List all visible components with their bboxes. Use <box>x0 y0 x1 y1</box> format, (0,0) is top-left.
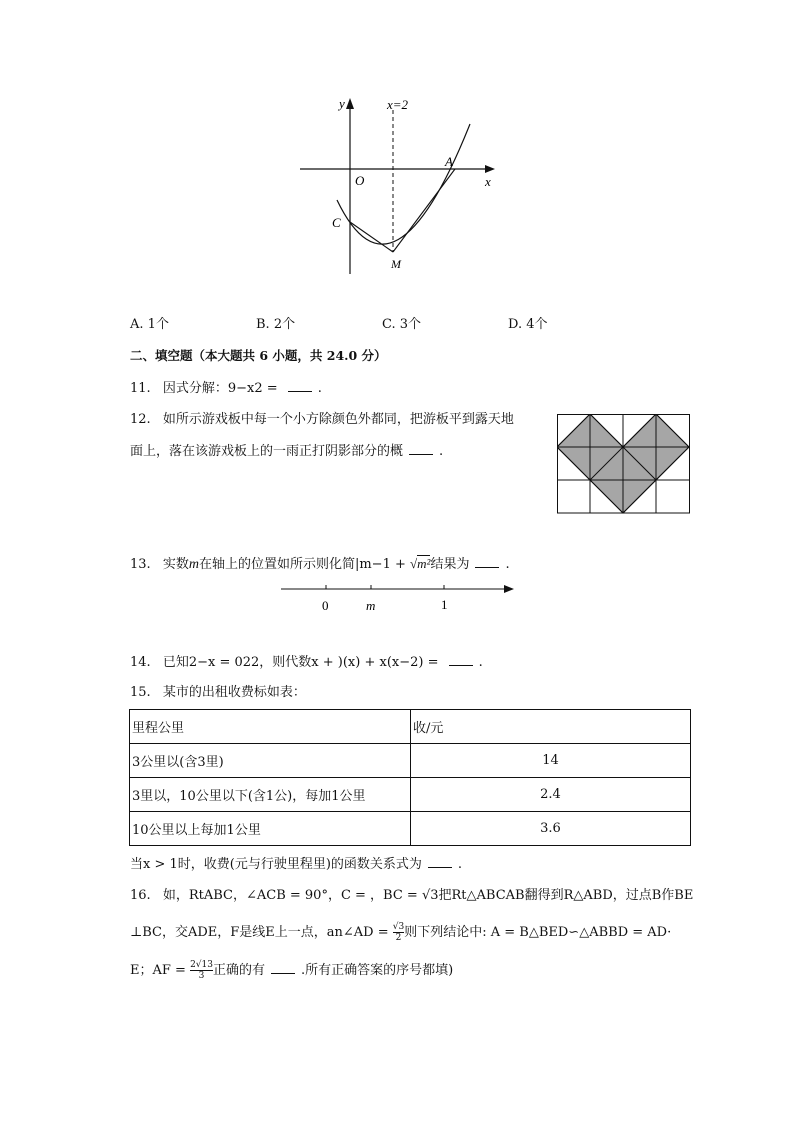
number-line-arrow <box>504 585 514 593</box>
question-text-line2a: ⊥BC，交ADE，F是线E上一点，an∠AD = <box>130 925 393 940</box>
question-text-line1: 如，RtABC，∠ACB = 90°，C = ，BC = √3把Rt△ABCAB翻得到R△ABD，过点B作BE <box>162 888 694 903</box>
answer-blank[interactable] <box>449 653 473 666</box>
option-d[interactable] <box>508 316 548 334</box>
question-end: . <box>478 655 483 670</box>
option-c-text: 3个 <box>399 317 422 332</box>
question-text-line2b: 则下列结论中: A = B△BED∽△ABBD = AD· <box>404 925 672 940</box>
question-number: 11. <box>130 381 151 396</box>
option-d-letter: D. <box>508 317 523 332</box>
question-text: 某市的出租收费标如表： <box>162 685 306 700</box>
question-16-line2 <box>130 922 671 943</box>
segment-ma <box>393 169 455 252</box>
game-board-grid <box>557 414 691 514</box>
fraction-1-numerator: √3 <box>392 922 405 932</box>
question-number: 13. <box>130 557 151 572</box>
question-13 <box>130 555 510 574</box>
question-12 <box>130 411 514 429</box>
option-b-text: 2个 <box>273 317 296 332</box>
table-row <box>130 812 691 846</box>
question-text-line1: 如所示游戏板中每一个小方除颜色外都同，把游板平到露天地 <box>162 412 514 427</box>
number-line <box>278 580 518 616</box>
question-end: . <box>457 857 463 872</box>
sqrt-expression: √m² <box>410 556 431 571</box>
option-a-text: 1个 <box>147 317 169 332</box>
question-number: 16. <box>130 888 151 903</box>
tick-m-label: m <box>366 598 376 613</box>
question-14 <box>130 653 483 672</box>
table-cell: 3里以，10公里以下(含1公)，每加1公里 <box>130 778 411 812</box>
line-label: x=2 <box>387 97 409 112</box>
y-axis-label: y <box>339 96 345 111</box>
question-text-c: 结果为 <box>430 557 470 572</box>
point-a-label: A <box>445 154 453 169</box>
table-row <box>130 744 691 778</box>
option-d-text: 4个 <box>526 317 548 332</box>
segment-cm <box>350 222 393 252</box>
question-end: . <box>439 444 444 459</box>
fraction-2-denominator: 3 <box>198 971 205 981</box>
option-a-letter: A. <box>130 317 144 332</box>
question-15 <box>130 684 306 702</box>
table-cell: 14 <box>411 744 691 778</box>
answer-blank[interactable] <box>409 442 433 455</box>
question-text-line3b: 正确的有 <box>212 963 265 978</box>
point-m-label: M <box>391 257 401 271</box>
fare-table <box>129 709 691 846</box>
answer-blank[interactable] <box>428 855 452 868</box>
table-row <box>130 778 691 812</box>
question-text-line3a: E；AF = <box>130 963 191 978</box>
var-m: m <box>188 557 199 572</box>
x-axis-label: x <box>485 174 491 189</box>
option-c[interactable] <box>382 316 421 334</box>
tick-1-label: 1 <box>441 597 448 612</box>
question-text-line2: 面上，落在该游戏板上的一雨正打阴影部分的概 <box>130 444 404 459</box>
option-a[interactable] <box>130 316 169 334</box>
answer-blank[interactable] <box>288 379 312 392</box>
parabola-figure <box>295 92 505 277</box>
sqrt-radicand: m² <box>417 556 431 571</box>
question-text-b: 在轴上的位置如所示则化简|m−1 + <box>198 557 410 572</box>
question-16-line3 <box>130 960 453 981</box>
fraction-2-numerator: 2√13 <box>190 960 213 970</box>
answer-blank[interactable] <box>475 555 499 568</box>
question-number: 12. <box>130 412 151 427</box>
question-text-a: 实数 <box>162 557 189 572</box>
option-b[interactable] <box>256 316 295 334</box>
tick-0-label: 0 <box>322 598 329 613</box>
fraction-1 <box>393 922 404 943</box>
table-cell: 3.6 <box>411 812 691 846</box>
table-cell: 3公里以(含3里) <box>130 744 411 778</box>
section-heading: 二、填空题（本大题共 6 小题，共 24.0 分） <box>130 348 387 363</box>
option-c-letter: C. <box>382 317 396 332</box>
question-text: 当x > 1时，收费(元与行驶里程里)的函数关系式为 <box>130 857 422 872</box>
question-end: . <box>505 557 510 572</box>
question-text-line3c: .所有正确答案的序号都填) <box>301 963 454 978</box>
question-11 <box>130 379 322 398</box>
fraction-2 <box>190 960 213 981</box>
origin-label: O <box>355 173 365 188</box>
fraction-1-denominator: 2 <box>395 933 402 943</box>
table-header-row <box>130 710 691 744</box>
x-axis-arrow <box>485 165 495 173</box>
table-cell: 2.4 <box>411 778 691 812</box>
question-end: . <box>317 381 322 396</box>
point-c-label: C <box>332 215 341 230</box>
table-header-cell: 里程公里 <box>130 710 411 744</box>
table-header-cell: 收/元 <box>411 710 691 744</box>
question-16 <box>130 887 693 905</box>
question-number: 14. <box>130 655 151 670</box>
question-15-after <box>130 855 462 874</box>
y-axis-arrow <box>346 98 354 109</box>
table-cell: 10公里以上每加1公里 <box>130 812 411 846</box>
question-text: 已知2−x = 022，则代数x + )(x) + x(x−2) = <box>162 655 443 670</box>
question-text: 因式分解：9−x2 = <box>162 381 282 396</box>
answer-blank[interactable] <box>271 961 295 974</box>
option-b-letter: B. <box>256 317 270 332</box>
question-12-line2 <box>130 442 443 461</box>
question-number: 15. <box>130 685 151 700</box>
